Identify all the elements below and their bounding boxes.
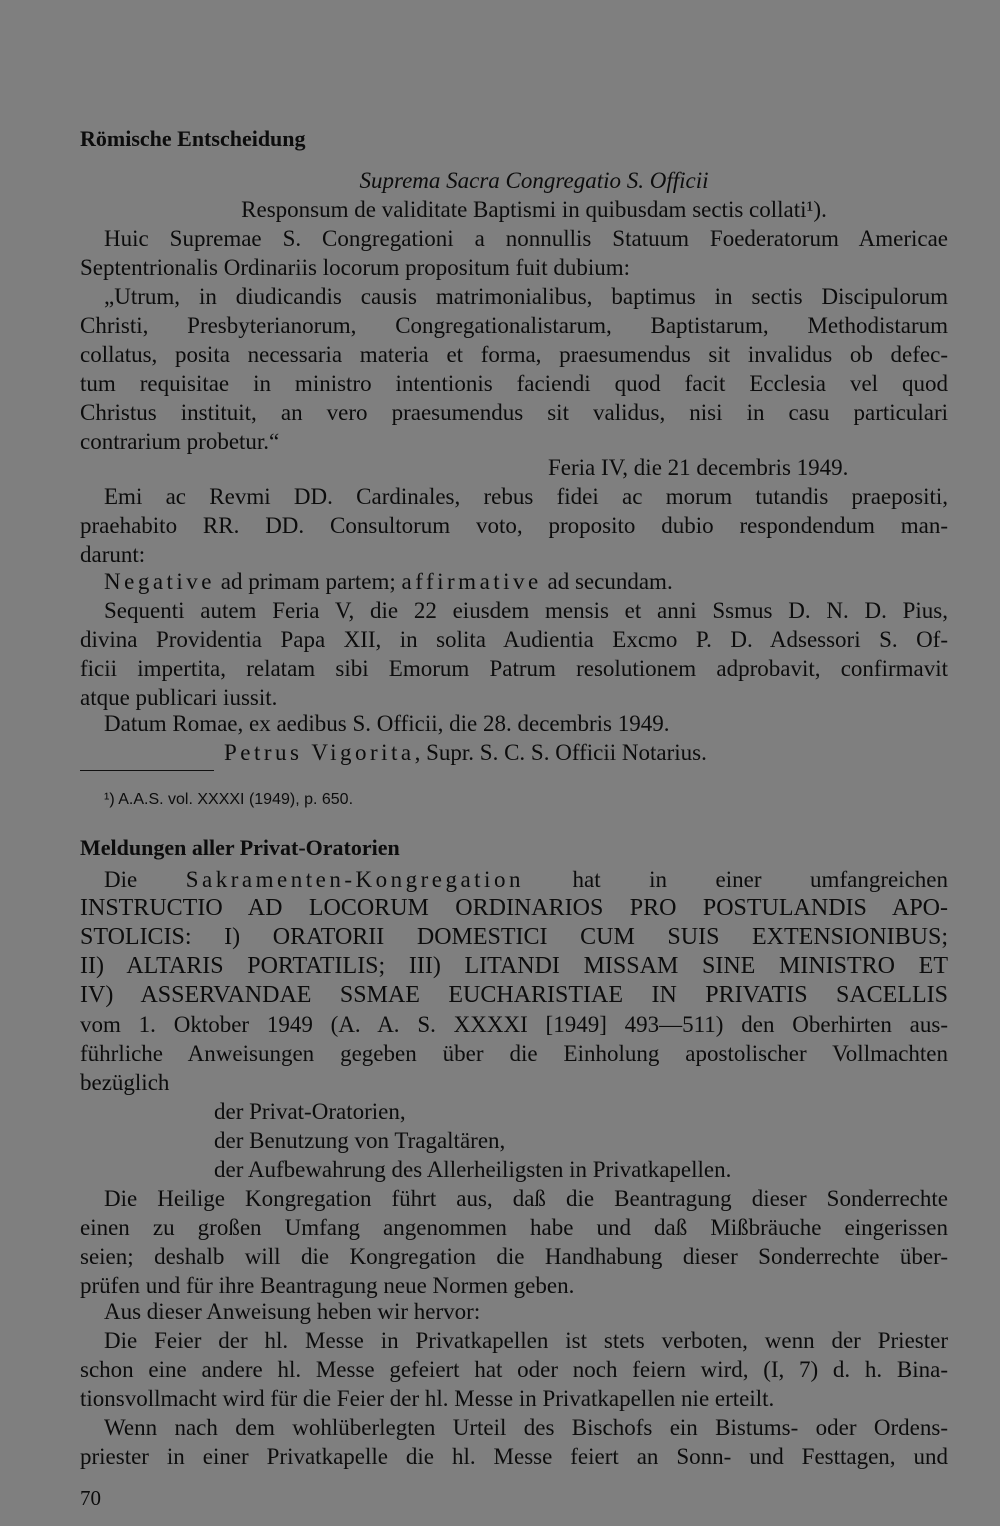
- text-line: Huic Supremae S. Congregationi a nonnullis Statuum Foederatorum Americae: [104, 226, 948, 251]
- text-line: priester in einer Privatkapelle die hl. Messe feiert an Sonn- und Festtagen, und: [80, 1444, 948, 1469]
- text-line: „Utrum, in diudicandis causis matrimonialibus, baptimus in sectis Discipulorum: [104, 284, 948, 309]
- text-line: Die Heilige Kongregation führt aus, daß die Beantragung dieser Sonderrechte: [104, 1186, 948, 1211]
- response-text: ad primam partem;: [215, 569, 402, 594]
- negative-word: Negative: [104, 569, 216, 594]
- datum-line: Datum Romae, ex aedibus S. Officii, die 28. decembris 1949.: [104, 711, 670, 736]
- signature-line: [80, 738, 948, 767]
- footnote: ¹) A.A.S. vol. XXXXI (1949), p. 650.: [104, 791, 354, 808]
- instruction-title-line: IV) ASSERVANDAE SSMAE EUCHARISTIAE IN PRIVATIS SACELLIS: [80, 982, 948, 1008]
- text-line: vom 1. Oktober 1949 (A. A. S. XXXXI [1949] 493—511) den Oberhirten aus-: [80, 1012, 948, 1037]
- text-line: Die Feier der hl. Messe in Privatkapellen ist stets verboten, wenn der Priester: [104, 1328, 948, 1353]
- list-item: der Benutzung von Tragaltären,: [214, 1128, 506, 1153]
- text-line: praehabito RR. DD. Consultorum voto, proposito dubio respondendum man-: [80, 513, 948, 538]
- decision-date: Feria IV, die 21 decembris 1949.: [548, 455, 849, 480]
- instruction-title-line: INSTRUCTIO AD LOCORUM ORDINARIOS PRO POSTULANDIS APO-: [80, 895, 948, 921]
- list-item: der Privat-Oratorien,: [214, 1099, 406, 1124]
- text-fragment: hat in einer umfangreichen: [523, 867, 948, 892]
- instruction-title-line: STOLICIS: I) ORATORII DOMESTICI CUM SUIS EXTENSIONIBUS;: [80, 924, 948, 950]
- affirmative-word: affirmative: [401, 569, 542, 594]
- text-line: schon eine andere hl. Messe gefeiert hat oder noch feiern wird, (I, 7) d. h. Bina-: [80, 1357, 948, 1382]
- instruction-title-line: II) ALTARIS PORTATILIS; III) LITANDI MISSAM SINE MINISTRO ET: [80, 953, 948, 979]
- signature-name: Petrus Vigorita: [224, 740, 415, 765]
- text-line: Septentrionalis Ordinariis locorum propositum fuit dubium:: [80, 255, 631, 280]
- congregation-subheading: Suprema Sacra Congregatio S. Officii: [359, 168, 709, 193]
- text-line: [80, 865, 948, 894]
- responsum-title: Responsum de validitate Baptismi in quibusdam sectis collati¹).: [241, 197, 827, 222]
- text-fragment: Die: [104, 867, 186, 892]
- text-line: Wenn nach dem wohlüberlegten Urteil des Bischofs ein Bistums- oder Ordens-: [104, 1415, 948, 1440]
- text-line: führliche Anweisungen gegeben über die Einholung apostolischer Vollmachten: [80, 1041, 948, 1066]
- text-line: darunt:: [80, 542, 146, 567]
- text-line: Emi ac Revmi DD. Cardinales, rebus fidei ac morum tutandis praepositi,: [104, 484, 948, 509]
- signature-title: , Supr. S. C. S. Officii Notarius.: [414, 740, 707, 765]
- text-line: Christus instituit, an vero praesumendus sit validus, nisi in casu particulari: [80, 400, 948, 425]
- footnote-divider: [80, 770, 214, 771]
- text-line: collatus, posita necessaria materia et forma, praesumendus sit invalidus ob defec-: [80, 342, 948, 367]
- text-line: bezüglich: [80, 1070, 170, 1095]
- section-heading-roman-decision: Römische Entscheidung: [80, 126, 306, 151]
- response-text: ad secundam.: [541, 569, 673, 594]
- text-line: Christi, Presbyterianorum, Congregationalistarum, Baptistarum, Methodistarum: [80, 313, 948, 338]
- text-line: atque publicari iussit.: [80, 685, 278, 710]
- text-line: tionsvollmacht wird für die Feier der hl. Messe in Privatkapellen nie erteilt.: [80, 1386, 775, 1411]
- response-line: [80, 567, 948, 596]
- text-line: seien; deshalb will die Kongregation die Handhabung dieser Sonderrechte über-: [80, 1244, 948, 1269]
- page-number: 70: [80, 1486, 101, 1510]
- text-line: prüfen und für ihre Beantragung neue Normen geben.: [80, 1273, 575, 1298]
- text-line: tum requisitae in ministro intentionis faciendi quod facit Ecclesia vel quod: [80, 371, 948, 396]
- section-heading-private-oratories: Meldungen aller Privat-Oratorien: [80, 835, 400, 860]
- text-line: ficii impertita, relatam sibi Emorum Patrum resolutionem adprobavit, confirmavit: [80, 656, 948, 681]
- text-line: einen zu großen Umfang angenommen habe und daß Mißbräuche eingerissen: [80, 1215, 948, 1240]
- text-line: Aus dieser Anweisung heben wir hervor:: [104, 1299, 481, 1324]
- text-line: contrarium probetur.“: [80, 429, 280, 454]
- text-line: Sequenti autem Feria V, die 22 eiusdem mensis et anni Ssmus D. N. D. Pius,: [104, 598, 948, 623]
- list-item: der Aufbewahrung des Allerheiligsten in Privatkapellen.: [214, 1157, 732, 1182]
- text-line: divina Providentia Papa XII, in solita Audientia Excmo P. D. Adsessori S. Of-: [80, 627, 948, 652]
- congregation-name: Sakramenten-Kongregation: [185, 867, 524, 892]
